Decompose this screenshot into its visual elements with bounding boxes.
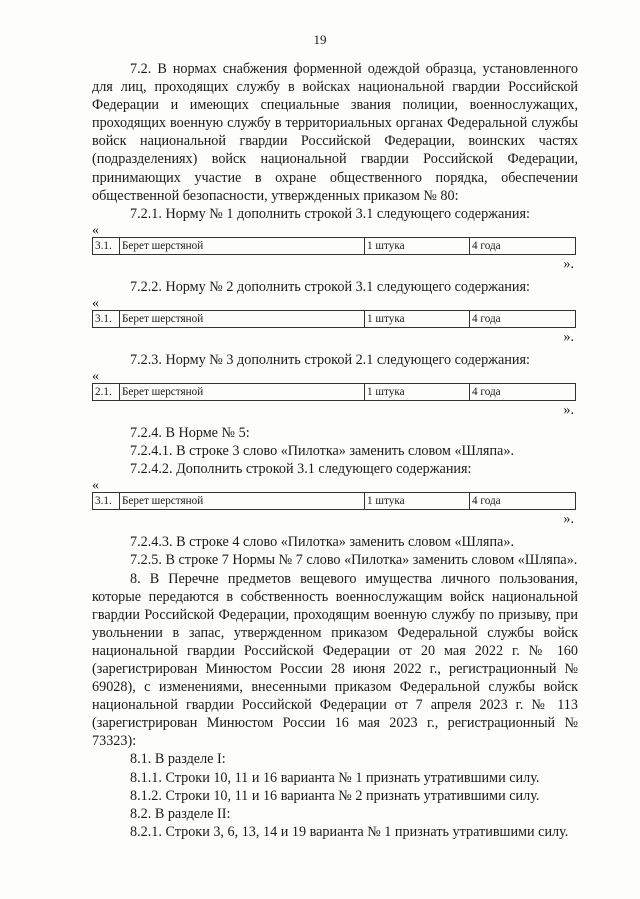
quote-open: « bbox=[92, 222, 99, 238]
cell-num: 3.1. bbox=[93, 493, 120, 510]
cell-term: 4 года bbox=[470, 384, 576, 401]
paragraph-8-1-2: 8.1.2. Строки 10, 11 и 16 варианта № 2 признать утратившими силу. bbox=[130, 787, 540, 804]
paragraph-7-2-4-1: 7.2.4.1. В строке 3 слово «Пилотка» заменить словом «Шляпа». bbox=[130, 443, 514, 460]
paragraph-7-2-3: 7.2.3. Норму № 3 дополнить строкой 2.1 следующего содержания: bbox=[130, 351, 530, 368]
paragraph-7-2-2: 7.2.2. Норму № 2 дополнить строкой 3.1 следующего содержания: bbox=[130, 278, 530, 295]
table-row-1 bbox=[92, 237, 576, 255]
paragraph-7-2-4-2: 7.2.4.2. Дополнить строкой 3.1 следующего содержания: bbox=[130, 461, 472, 478]
paragraph-8: 8. В Перечне предметов вещевого имущества личного пользования, которые передаются в собственность военнослужащим войск национальной гвардии Российской Федерации, проходящим военную службу по призыву, при увольнении в запас, утвержденном приказом Федеральной службы войск национальной гвардии Российской Федерации от 20 мая 2022 г. № 160 (зарегистрирован Минюстом России 28 июня 2022 г., регистрационный № 69028), с изменениями, внесенными приказом Федеральной службы войск национальной гвардии Российской Федерации от 7 апреля 2023 г. № 113 (зарегистрирован Минюстом России 16 мая 2023 г., регистрационный № 73323): bbox=[92, 570, 578, 750]
quote-close: ». bbox=[563, 511, 574, 528]
cell-name: Берет шерстяной bbox=[120, 237, 365, 254]
paragraph-7-2-4: 7.2.4. В Норме № 5: bbox=[130, 425, 250, 442]
cell-name: Берет шерстяной bbox=[120, 384, 365, 401]
cell-qty: 1 штука bbox=[365, 237, 470, 254]
cell-term: 4 года bbox=[470, 310, 576, 327]
quote-open: « bbox=[92, 478, 99, 494]
table-row-3 bbox=[92, 383, 576, 401]
cell-term: 4 года bbox=[470, 237, 576, 254]
cell-qty: 1 штука bbox=[365, 493, 470, 510]
cell-num: 2.1. bbox=[93, 384, 120, 401]
paragraph-7-2-5: 7.2.5. В строке 7 Нормы № 7 слово «Пилотка» заменить словом «Шляпа». bbox=[130, 552, 578, 569]
paragraph-7-2-4-3: 7.2.4.3. В строке 4 слово «Пилотка» заменить словом «Шляпа». bbox=[130, 534, 514, 551]
paragraph-8-2: 8.2. В разделе II: bbox=[130, 805, 231, 822]
cell-name: Берет шерстяной bbox=[120, 310, 365, 327]
page-number: 19 bbox=[313, 32, 327, 47]
document-body bbox=[92, 60, 578, 841]
quote-open: « bbox=[92, 295, 99, 311]
quote-close: ». bbox=[563, 255, 574, 272]
table-row-4 bbox=[92, 492, 576, 510]
cell-qty: 1 штука bbox=[365, 310, 470, 327]
paragraph-7-2: 7.2. В нормах снабжения форменной одеждой образца, установленного для лиц, проходящих службу в войсках национальной гвардии Российской Федерации и имеющих специальные звания полиции, военнослужащих, проходящих военную службу в территориальных органах Федеральной службы войск национальной гвардии Российской Федерации, воинских частях (подразделениях) войск национальной гвардии Российской Федерации, принимающих участие в охране общественного порядка, обеспечении общественной безопасности, утвержденных приказом № 80: bbox=[92, 61, 578, 204]
cell-term: 4 года bbox=[470, 493, 576, 510]
paragraph-7-2-1: 7.2.1. Норму № 1 дополнить строкой 3.1 следующего содержания: bbox=[130, 205, 530, 222]
quote-close: ». bbox=[563, 402, 574, 419]
table-row-2 bbox=[92, 310, 576, 328]
cell-qty: 1 штука bbox=[365, 384, 470, 401]
cell-num: 3.1. bbox=[93, 237, 120, 254]
cell-name: Берет шерстяной bbox=[120, 493, 365, 510]
cell-num: 3.1. bbox=[93, 310, 120, 327]
paragraph-8-2-1: 8.2.1. Строки 3, 6, 13, 14 и 19 варианта № 1 признать утратившими силу. bbox=[130, 823, 569, 840]
paragraph-8-1-1: 8.1.1. Строки 10, 11 и 16 варианта № 1 признать утратившими силу. bbox=[130, 769, 540, 786]
quote-open: « bbox=[92, 369, 99, 385]
quote-close: ». bbox=[563, 328, 574, 345]
paragraph-8-1: 8.1. В разделе I: bbox=[130, 751, 226, 768]
